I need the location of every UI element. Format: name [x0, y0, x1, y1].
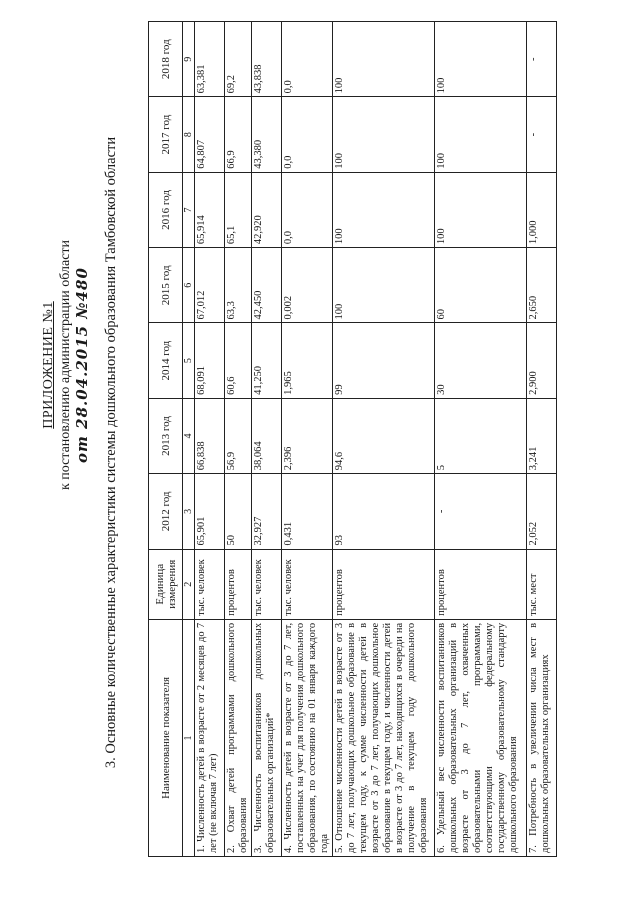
year-value: 42,450 — [252, 248, 282, 323]
year-value: 56,9 — [225, 398, 252, 473]
year-value: 93 — [333, 474, 435, 549]
indicator-unit: тыс. мест — [527, 549, 557, 619]
year-value: 2,396 — [282, 398, 333, 473]
year-value: 3,241 — [527, 398, 557, 473]
year-value: 64,807 — [195, 97, 225, 172]
header-year: 2018 год — [149, 22, 183, 97]
year-value: 100 — [435, 172, 527, 247]
table-row — [252, 22, 282, 857]
table-row — [527, 22, 557, 857]
column-index: 8 — [183, 97, 195, 172]
year-value: - — [435, 474, 527, 549]
section-title: 3. Основные количественные характеристики системы дошкольного образования Тамбовской области — [103, 136, 119, 769]
year-value: 43,838 — [252, 22, 282, 97]
year-value: 0,431 — [282, 474, 333, 549]
year-value: 32,927 — [252, 474, 282, 549]
column-index: 5 — [183, 323, 195, 398]
year-value: 100 — [333, 248, 435, 323]
column-index: 2 — [183, 549, 195, 619]
year-value: 43,380 — [252, 97, 282, 172]
year-value: 41,250 — [252, 323, 282, 398]
year-value: 63,381 — [195, 22, 225, 97]
year-value: - — [527, 97, 557, 172]
header-year: 2012 год — [149, 474, 183, 549]
year-value: 60,6 — [225, 323, 252, 398]
column-index: 3 — [183, 474, 195, 549]
indicator-name: 3. Численность воспитанников дошкольных образовательных организаций* — [252, 619, 282, 856]
table-row — [282, 22, 333, 857]
column-index: 4 — [183, 398, 195, 473]
indicator-unit: тыс. человек — [195, 549, 225, 619]
year-value: 66,838 — [195, 398, 225, 473]
column-index: 1 — [183, 619, 195, 856]
table-row — [225, 22, 252, 857]
year-value: 67,012 — [195, 248, 225, 323]
characteristics-table — [148, 21, 557, 857]
indicator-name: 6. Удельный вес численности воспитанников дошкольных образовательных организаций в возрасте от 3 до 7 лет, охваченных образовательными программами, соответствующими федеральному государственному образовательному стандарту дошкольного образования — [435, 619, 527, 856]
year-value: 42,920 — [252, 172, 282, 247]
year-value: 30 — [435, 323, 527, 398]
year-value: 65,914 — [195, 172, 225, 247]
header-unit: Единица измерения — [149, 549, 183, 619]
column-index-row — [183, 22, 195, 857]
year-value: 5 — [435, 398, 527, 473]
table-row — [333, 22, 435, 857]
year-value: 100 — [435, 97, 527, 172]
year-value: 68,091 — [195, 323, 225, 398]
header-year: 2014 год — [149, 323, 183, 398]
column-index: 7 — [183, 172, 195, 247]
indicator-name: 5. Отношение численности детей в возрасте от 3 до 7 лет, получающих дошкольное образование в текущем году, к сумме численности детей в возрасте от 3 до 7 лет, получающих дошкольное образование в текущем году, и численности детей в возрасте от 3 до 7 лет, находящихся в очереди на получение в текущем году дошкольного образования — [333, 619, 435, 856]
year-value: 100 — [333, 97, 435, 172]
header-name: Наименование показателя — [149, 619, 183, 856]
appendix-header — [40, 125, 91, 605]
year-value: - — [527, 22, 557, 97]
indicator-unit: тыс. человек — [282, 549, 333, 619]
year-value: 0,0 — [282, 97, 333, 172]
year-value: 100 — [435, 22, 527, 97]
appendix-title: ПРИЛОЖЕНИЕ №1 — [41, 301, 56, 429]
indicator-name: 4. Численность детей в возрасте от 3 до 7 лет, поставленных на учет для получения дошкольного образования, по состоянию на 01 января каждого года — [282, 619, 333, 856]
indicator-unit: тыс. человек — [252, 549, 282, 619]
year-value: 0,0 — [282, 22, 333, 97]
indicator-name: 1. Численность детей в возрасте от 2 месяцев до 7 лет (не включая 7 лет) — [195, 619, 225, 856]
year-value: 99 — [333, 323, 435, 398]
indicator-unit: процентов — [333, 549, 435, 619]
column-index: 6 — [183, 248, 195, 323]
header-year: 2015 год — [149, 248, 183, 323]
year-value: 60 — [435, 248, 527, 323]
year-value: 65,1 — [225, 172, 252, 247]
column-index: 9 — [183, 22, 195, 97]
year-value: 66,9 — [225, 97, 252, 172]
table-row — [435, 22, 527, 857]
header-year: 2016 год — [149, 172, 183, 247]
indicator-name: 7. Потребность в увеличении числа мест в дошкольных образовательных организациях — [527, 619, 557, 856]
appendix-date-number: от 28.04.2015 №480 — [73, 267, 91, 463]
year-value: 38,064 — [252, 398, 282, 473]
indicator-name: 2. Охват детей программами дошкольного образования — [225, 619, 252, 856]
year-value: 94,6 — [333, 398, 435, 473]
year-value: 2,900 — [527, 323, 557, 398]
indicator-unit: процентов — [225, 549, 252, 619]
year-value: 65,901 — [195, 474, 225, 549]
year-value: 2,650 — [527, 248, 557, 323]
year-value: 1,000 — [527, 172, 557, 247]
year-value: 100 — [333, 172, 435, 247]
year-value: 1,965 — [282, 323, 333, 398]
header-year: 2013 год — [149, 398, 183, 473]
table-row — [195, 22, 225, 857]
year-value: 0,0 — [282, 172, 333, 247]
year-value: 0,002 — [282, 248, 333, 323]
year-value: 69,2 — [225, 22, 252, 97]
indicator-unit: процентов — [435, 549, 527, 619]
year-value: 50 — [225, 474, 252, 549]
year-value: 2,052 — [527, 474, 557, 549]
year-value: 63,3 — [225, 248, 252, 323]
header-year: 2017 год — [149, 97, 183, 172]
table-header-row — [149, 22, 183, 857]
year-value: 100 — [333, 22, 435, 97]
appendix-subtitle: к постановлению администрации области — [58, 239, 73, 491]
